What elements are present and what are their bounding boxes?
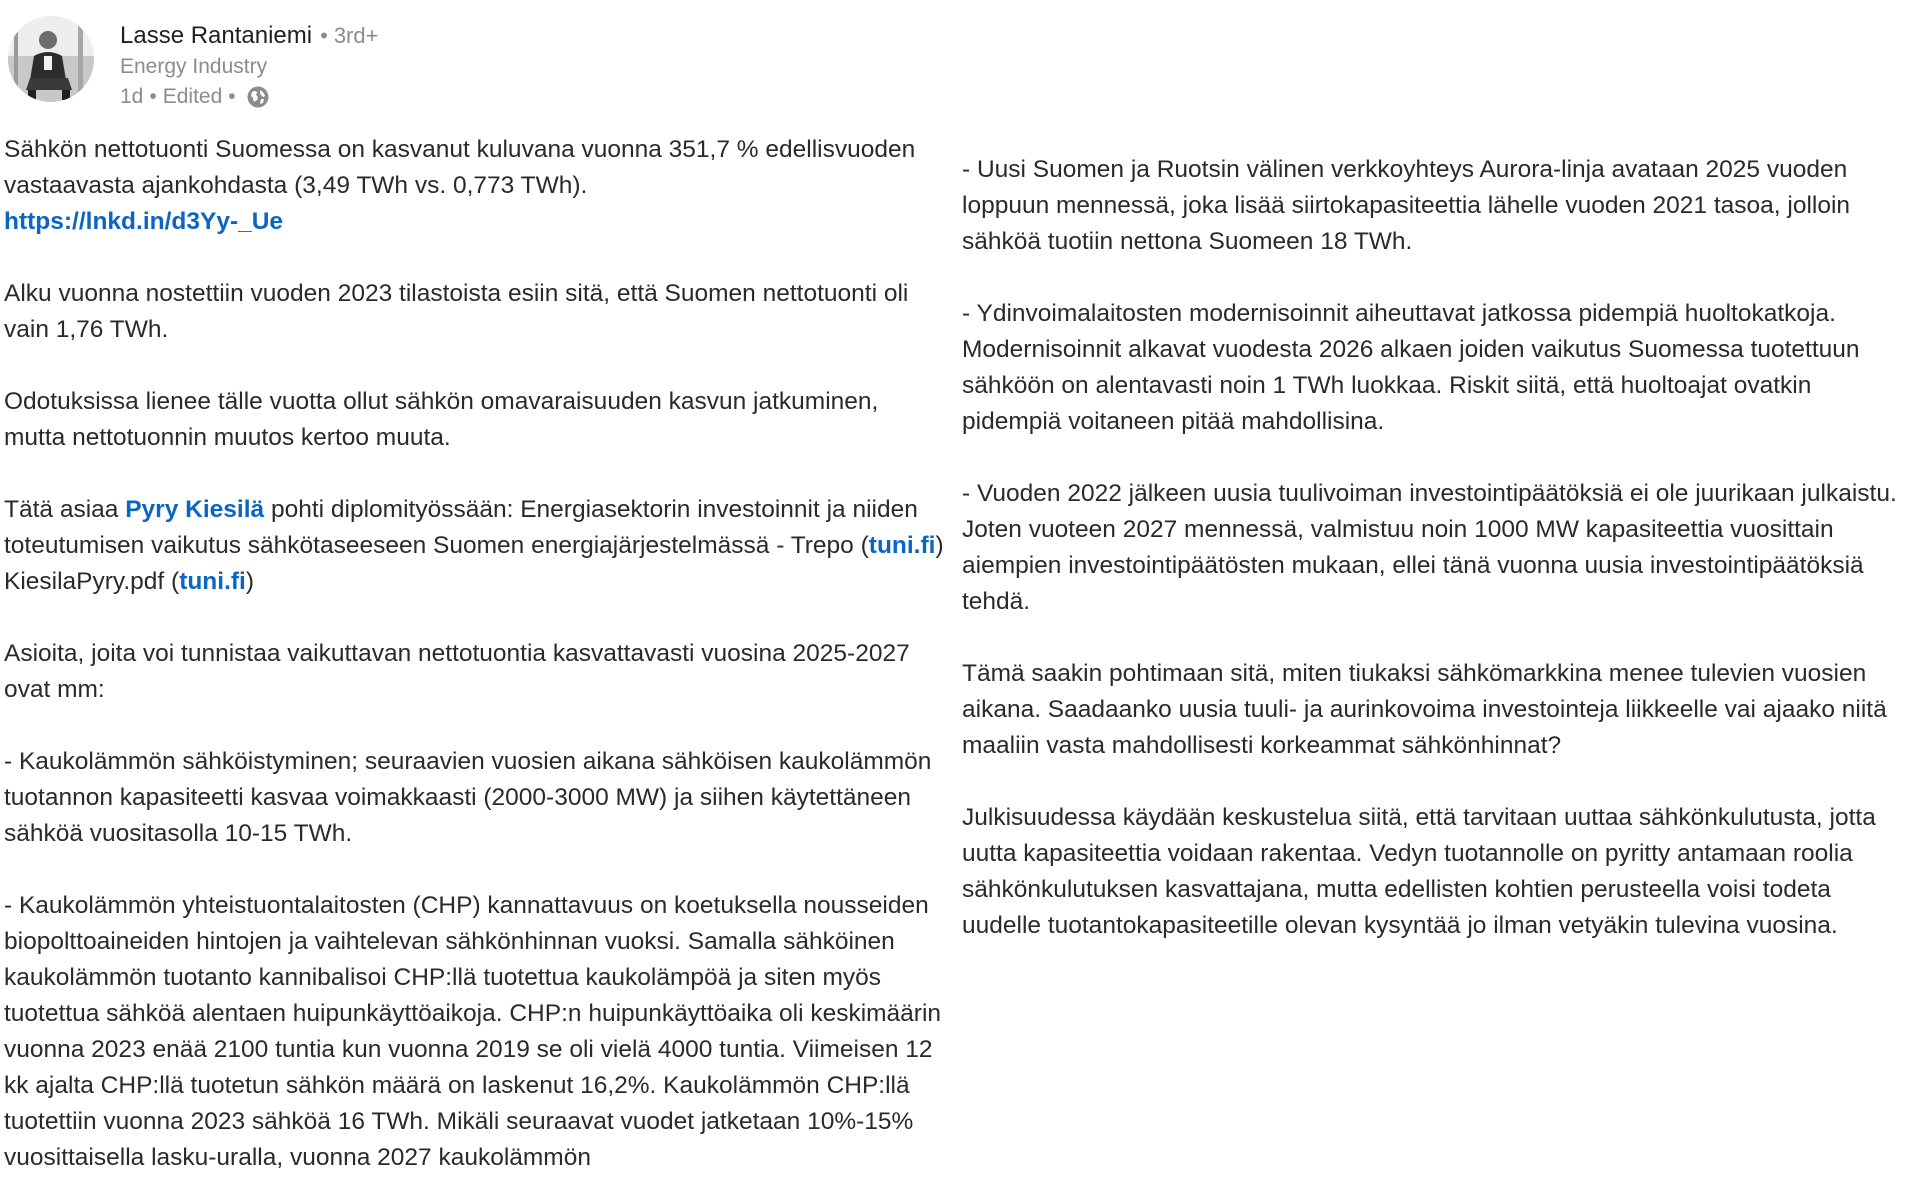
connection-degree: 3rd+ — [333, 23, 379, 48]
author-meta — [120, 16, 378, 112]
edited-label: Edited — [162, 85, 223, 108]
paren-close: ) — [245, 568, 255, 595]
tuni-link[interactable]: tuni.fi — [179, 568, 246, 595]
paragraph: - Ydinvoimalaitosten modernisoinnit aiheuttavat jatkossa pidempiä huoltokatkoja. Modernisoinnit alkavat vuodesta 2026 alkaen joiden vaikutus Suomessa tuotettuun sähköön on alentavasti noin 1 TWh luokkaa. Riskit siitä, että huoltoajat ovatkin pidempiä voitaneen pitää mahdollisina. — [962, 300, 1860, 435]
paragraph: Tämä saakin pohtimaan sitä, miten tiukaksi sähkömarkkina menee tulevien vuosien aikana. Saadaanko uusia tuuli- ja aurinkovoima investointeja liikkeelle vai ajaako niitä maaliin vasta mahdollisesti korkeammat sähkönhinnat? — [962, 660, 1887, 759]
post-time[interactable]: 1d — [120, 85, 144, 108]
paragraph: - Kaukolämmön sähköistyminen; seuraavien vuosien aikana sähköisen kaukolämmön tuotannon kapasiteetti kasvaa voimakkaasti (2000-3000 MW) ja siihen käytettäneen sähköä vuositasolla 10-15 TWh. — [4, 748, 932, 847]
paragraph: Odotuksissa lienee tälle vuotta ollut sähkön omavaraisuuden kasvun jatkuminen, mutta nettotuonnin muutos kertoo muuta. — [4, 388, 879, 451]
paragraph-text: KiesilaPyry.pdf ( — [4, 568, 180, 595]
paragraph-text: pohti diplomityössään: Energiasektorin investoinnit ja niiden toteutumisen vaikutus sähkötaseeseen Suomen energiajärjestelmässä - Trepo ( — [4, 496, 918, 559]
author-headline: Energy Industry — [120, 55, 268, 78]
paragraph: Asioita, joita voi tunnistaa vaikuttavan nettotuontia kasvattavasti vuosina 2025-2027 ovat mm: — [4, 640, 910, 703]
name-row — [120, 20, 378, 52]
paragraph: - Vuoden 2022 jälkeen uusia tuulivoiman investointipäätöksiä ei ole juurikaan julkaistu. Joten vuoteen 2027 mennessä, valmistuu noin 1000 MW kapasiteettia vuosittain aiempien investointipäätösten mukaan, ellei tänä vuonna uusia investointipäätöksiä tehdä. — [962, 480, 1897, 615]
article-link[interactable]: https://lnkd.in/d3Yy-_Ue — [4, 208, 284, 235]
paragraph: - Kaukolämmön yhteistuontalaitosten (CHP) kannattavuus on koetuksella nousseiden biopolttoaineiden hintojen ja vaihtelevan sähkönhinnan vuoksi. Samalla sähköinen kaukolämmön tuotanto kannibalisoi CHP:llä tuotettua kaukolämpöä ja siten myös tuotettua sähköä alentaen huipunkäyttöaikoja. CHP:n huipunkäyttöaika oli keskimäärin vuonna 2023 enää 2100 tuntia kun vuonna 2019 se oli vielä 4000 tuntia. Viimeisen 12 kk ajalta CHP:llä tuotetun sähkön määrä on laskenut 16,2%. Kaukolämmön CHP:llä tuotettiin vuonna 2023 sähköä 16 TWh. Mikäli seuraavat vuodet jatketaan 10%-15% vuosittaisella lasku-uralla, vuonna 2027 kaukolämmön — [4, 892, 942, 1171]
paragraph: Julkisuudessa käydään keskustelua siitä, että tarvitaan uuttaa sähkönkulutusta, jotta uutta kapasiteettia voidaan rakentaa. Vedyn tuotannolle on pyritty antamaan roolia sähkönkulutuksen kasvattajana, mutta edellisten kohtien perusteella voisi todeta uudelle tuotantokapasiteetille olevan kysyntää jo ilman vetyäkin tulevina vuosina. — [962, 804, 1876, 939]
paren-close: ) — [935, 532, 944, 559]
paragraph: Alku vuonna nostettiin vuoden 2023 tilastoista esiin sitä, että Suomen nettotuonti oli vain 1,76 TWh. — [4, 280, 909, 343]
post-header — [8, 16, 378, 108]
paragraph — [4, 492, 944, 600]
mention-link[interactable]: Pyry Kiesilä — [125, 496, 265, 523]
paragraph: - Uusi Suomen ja Ruotsin välinen verkkoyhteys Aurora-linja avataan 2025 vuoden loppuun mennessä, joka lisää siirtokapasiteettia lähelle vuoden 2021 tasoa, jolloin sähköä tuotiin nettona Suomeen 18 TWh. — [962, 156, 1851, 255]
avatar-photo — [8, 16, 94, 102]
avatar[interactable] — [8, 16, 94, 102]
author-name[interactable]: Lasse Rantaniemi — [120, 22, 313, 49]
paragraph-text: Sähkön nettotuonti Suomessa on kasvanut kuluvana vuonna 351,7 % edellisvuoden vastaavasta ajankohdasta (3,49 TWh vs. 0,773 TWh). — [4, 136, 916, 199]
separator-dot: • — [320, 23, 328, 48]
separator-dot: • — [149, 85, 157, 108]
paragraph-text: Tätä asiaa — [4, 496, 119, 523]
post-body-left — [4, 132, 944, 1176]
post-meta — [120, 82, 378, 112]
paragraph — [4, 132, 944, 240]
tuni-link[interactable]: tuni.fi — [868, 532, 936, 559]
separator-dot: • — [228, 85, 236, 108]
globe-icon — [246, 85, 270, 109]
post-body-right — [962, 152, 1902, 980]
